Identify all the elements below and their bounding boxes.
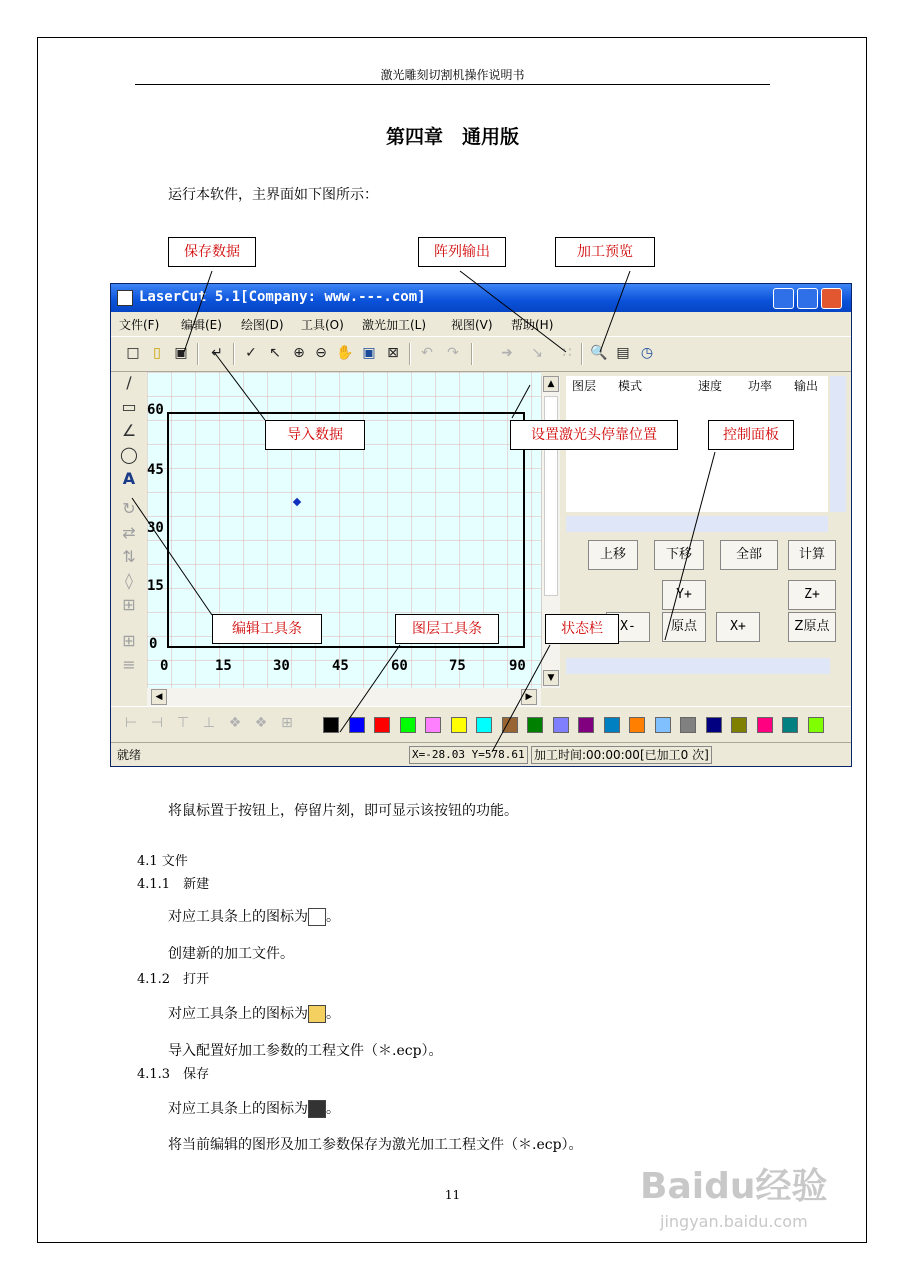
center-icon[interactable]: ⊞	[281, 715, 293, 731]
panel-horizontal-scrollbar[interactable]	[566, 658, 830, 674]
open-desc: 导入配置好加工参数的工程文件（＊.ecp）。	[168, 1043, 443, 1059]
minimize-button[interactable]	[773, 288, 794, 309]
layer-color-swatch[interactable]	[374, 717, 390, 733]
distribute-h-icon[interactable]: ❖	[228, 715, 242, 731]
menu-help[interactable]: 帮助(H)	[511, 318, 554, 332]
callout-edit-toolbar: 编辑工具条	[212, 614, 322, 644]
open-folder-icon	[308, 1005, 326, 1023]
new-icon-line: 对应工具条上的图标为 。	[168, 909, 340, 925]
z-plus-button[interactable]: Z+	[788, 580, 836, 610]
layer-color-swatch[interactable]	[451, 717, 467, 733]
x-tick-label: 15	[215, 658, 232, 674]
header-rule	[135, 84, 770, 85]
align-center-icon[interactable]: ⊣	[150, 715, 164, 731]
y-tick-label: 0	[149, 636, 158, 652]
park-position-icon[interactable]: ↘	[531, 345, 543, 361]
layer-color-swatch[interactable]	[629, 717, 645, 733]
app-icon	[117, 290, 133, 306]
y-plus-button[interactable]: Y+	[662, 580, 706, 610]
save-desc: 将当前编辑的图形及加工参数保存为激光加工工程文件（＊.ecp）。	[168, 1137, 583, 1153]
import-icon[interactable]: ↵	[211, 345, 223, 361]
menu-file[interactable]: 文件(F)	[119, 318, 160, 332]
x-tick-label: 0	[160, 658, 169, 674]
save-disk-icon[interactable]: ▣	[174, 345, 188, 361]
x-plus-button[interactable]: X+	[716, 612, 760, 642]
zoom-out-icon[interactable]: ⊖	[315, 345, 327, 361]
edit-toolbar	[111, 372, 147, 702]
main-toolbar	[111, 336, 851, 372]
align-left-icon[interactable]: ⊢	[124, 715, 138, 731]
x-minus-button[interactable]: X-	[606, 612, 650, 642]
array-output-icon[interactable]: ∷	[562, 345, 572, 361]
scroll-right-icon[interactable]: ▶	[521, 689, 537, 705]
x-tick-label: 75	[449, 658, 466, 674]
calculate-button[interactable]: 计算	[788, 540, 836, 570]
scroll-left-icon[interactable]: ◀	[151, 689, 167, 705]
layer-color-swatch[interactable]	[655, 717, 671, 733]
y-tick-label: 45	[147, 462, 164, 478]
callout-save-data: 保存数据	[168, 237, 256, 267]
page-number: 11	[444, 1188, 461, 1202]
canvas-horizontal-scrollbar[interactable]	[147, 688, 541, 706]
y-tick-label: 15	[147, 578, 164, 594]
layer-color-swatch[interactable]	[400, 717, 416, 733]
menu-laser[interactable]: 激光加工(L)	[362, 318, 427, 332]
title-bar	[111, 284, 851, 312]
layer-color-swatch[interactable]	[731, 717, 747, 733]
y-tick-label: 60	[147, 402, 164, 418]
layer-color-swatch[interactable]	[782, 717, 798, 733]
x-tick-label: 45	[332, 658, 349, 674]
baidu-watermark-logo: Baidu经验	[640, 1166, 828, 1207]
x-tick-label: 30	[273, 658, 290, 674]
layer-color-swatch[interactable]	[808, 717, 824, 733]
status-ready: 就绪	[117, 748, 142, 762]
mirror-h-icon[interactable]: ⇄	[122, 523, 136, 542]
running-header: 激光雕刻切割机操作说明书	[380, 68, 525, 82]
layer-table-header	[566, 376, 828, 395]
layer-color-swatch[interactable]	[604, 717, 620, 733]
zoom-in-icon[interactable]: ⊕	[293, 345, 305, 361]
baidu-watermark-url: jingyan.baidu.com	[660, 1212, 808, 1231]
layer-color-swatch[interactable]	[323, 717, 339, 733]
rotate-icon[interactable]: ↻	[122, 499, 136, 518]
direction-icon[interactable]: ➜	[501, 345, 513, 361]
section-4-1-2: 4.1.2 打开	[137, 972, 210, 987]
intro-text: 运行本软件，主界面如下图所示：	[168, 187, 378, 203]
line-icon[interactable]: ∕	[126, 373, 132, 392]
pan-hand-icon[interactable]: ✋	[336, 345, 354, 361]
layer-color-swatch[interactable]	[578, 717, 594, 733]
menu-draw[interactable]: 绘图(D)	[241, 318, 284, 332]
polyline-icon[interactable]: ∠	[121, 421, 137, 440]
menu-view[interactable]: 视图(V)	[451, 318, 493, 332]
crop-icon[interactable]: ⊞	[122, 595, 136, 614]
new-file-icon	[308, 908, 326, 926]
ruler-icon[interactable]: ▤	[616, 345, 630, 361]
layer-color-swatch[interactable]	[425, 717, 441, 733]
redo-icon[interactable]: ↷	[447, 345, 459, 361]
callout-layer-toolbar: 图层工具条	[395, 614, 499, 644]
grid-array-icon[interactable]: ⊞	[122, 631, 136, 650]
select-arrow-icon[interactable]: ↖	[269, 345, 281, 361]
brush-icon[interactable]: ✓	[245, 345, 257, 361]
layer-color-swatch[interactable]	[502, 717, 518, 733]
menu-edit[interactable]: 编辑(E)	[181, 318, 222, 332]
undo-icon[interactable]: ↶	[421, 345, 433, 361]
ellipse-icon[interactable]: ◯	[120, 445, 138, 464]
menu-tools[interactable]: 工具(O)	[301, 318, 344, 332]
callout-status-bar: 状态栏	[545, 614, 619, 644]
select-all-button[interactable]: 全部	[720, 540, 778, 570]
col-speed: 速度	[698, 379, 723, 393]
fit-view-icon[interactable]: ⊠	[387, 345, 399, 361]
col-output: 输出	[794, 379, 819, 393]
origin-button[interactable]: 原点	[662, 612, 706, 642]
window-title: LaserCut 5.1[Company: www.---.com]	[139, 289, 426, 305]
layer-vertical-scrollbar[interactable]	[830, 376, 846, 512]
mirror-v-icon[interactable]: ⇅	[122, 547, 136, 566]
maximize-button[interactable]	[797, 288, 818, 309]
status-process-time: 加工时间:00:00:00[已加工0 次]	[531, 746, 712, 764]
y-tick-label: 30	[147, 520, 164, 536]
list-icon[interactable]: ≡	[122, 655, 136, 674]
toolbar-separator	[581, 343, 583, 365]
section-4-1: 4.1 文件	[137, 854, 188, 869]
z-origin-button[interactable]: Z原点	[788, 612, 836, 642]
text-icon[interactable]: A	[122, 469, 136, 488]
scroll-down-icon[interactable]: ▼	[543, 670, 559, 686]
save-icon-line: 对应工具条上的图标为 。	[168, 1101, 340, 1117]
layer-color-swatch[interactable]	[757, 717, 773, 733]
section-4-1-1: 4.1.1 新建	[137, 877, 210, 892]
toolbar-separator	[409, 343, 411, 365]
callout-process-preview: 加工预览	[555, 237, 655, 267]
new-file-icon[interactable]: □	[126, 345, 140, 361]
page-view-icon[interactable]: ▣	[362, 345, 376, 361]
layer-toolbar	[111, 706, 851, 741]
layer-color-swatch[interactable]	[553, 717, 569, 733]
callout-import-data: 导入数据	[265, 420, 365, 450]
scroll-up-icon[interactable]: ▲	[543, 376, 559, 392]
timer-icon[interactable]: ◷	[640, 345, 654, 361]
layer-color-swatch[interactable]	[349, 717, 365, 733]
tooltip-tip: 将鼠标置于按钮上，停留片刻，即可显示该按钮的功能。	[168, 803, 518, 819]
status-coordinates: X=-28.03 Y=578.61	[409, 746, 528, 764]
distribute-v-icon[interactable]: ❖	[254, 715, 268, 731]
open-folder-icon[interactable]: ▯	[153, 345, 161, 361]
layer-table-body[interactable]	[566, 394, 828, 512]
preview-icon[interactable]: 🔍	[590, 345, 608, 361]
toolbar-separator	[233, 343, 235, 365]
rectangle-icon[interactable]: ▭	[121, 397, 137, 416]
layer-color-swatch[interactable]	[527, 717, 543, 733]
node-edit-icon[interactable]: ◊	[125, 571, 133, 590]
move-up-button[interactable]: 上移	[588, 540, 638, 570]
status-bar	[111, 742, 851, 767]
col-layer: 图层	[572, 379, 597, 393]
new-desc: 创建新的加工文件。	[168, 946, 294, 962]
align-top-icon[interactable]: ⊤	[176, 715, 190, 731]
callout-control-panel: 控制面板	[708, 420, 794, 450]
move-down-button[interactable]: 下移	[654, 540, 704, 570]
x-tick-label: 60	[391, 658, 408, 674]
layer-color-swatch[interactable]	[476, 717, 492, 733]
callout-array-output: 阵列输出	[418, 237, 506, 267]
layer-color-swatch[interactable]	[680, 717, 696, 733]
layer-horizontal-scrollbar[interactable]	[566, 516, 828, 532]
col-power: 功率	[748, 379, 773, 393]
save-disk-icon	[308, 1100, 326, 1118]
chapter-title: 第四章 通用版	[385, 126, 519, 148]
open-icon-line: 对应工具条上的图标为 。	[168, 1006, 340, 1022]
layer-color-swatch[interactable]	[706, 717, 722, 733]
toolbar-separator	[471, 343, 473, 365]
callout-park-position: 设置激光头停靠位置	[510, 420, 678, 450]
section-4-1-3: 4.1.3 保存	[137, 1067, 210, 1082]
col-mode: 模式	[618, 379, 643, 393]
app-window	[110, 283, 852, 767]
align-bottom-icon[interactable]: ⊥	[202, 715, 216, 731]
toolbar-separator	[197, 343, 199, 365]
x-tick-label: 90	[509, 658, 526, 674]
close-button[interactable]	[821, 288, 842, 309]
menu-bar	[111, 312, 851, 334]
